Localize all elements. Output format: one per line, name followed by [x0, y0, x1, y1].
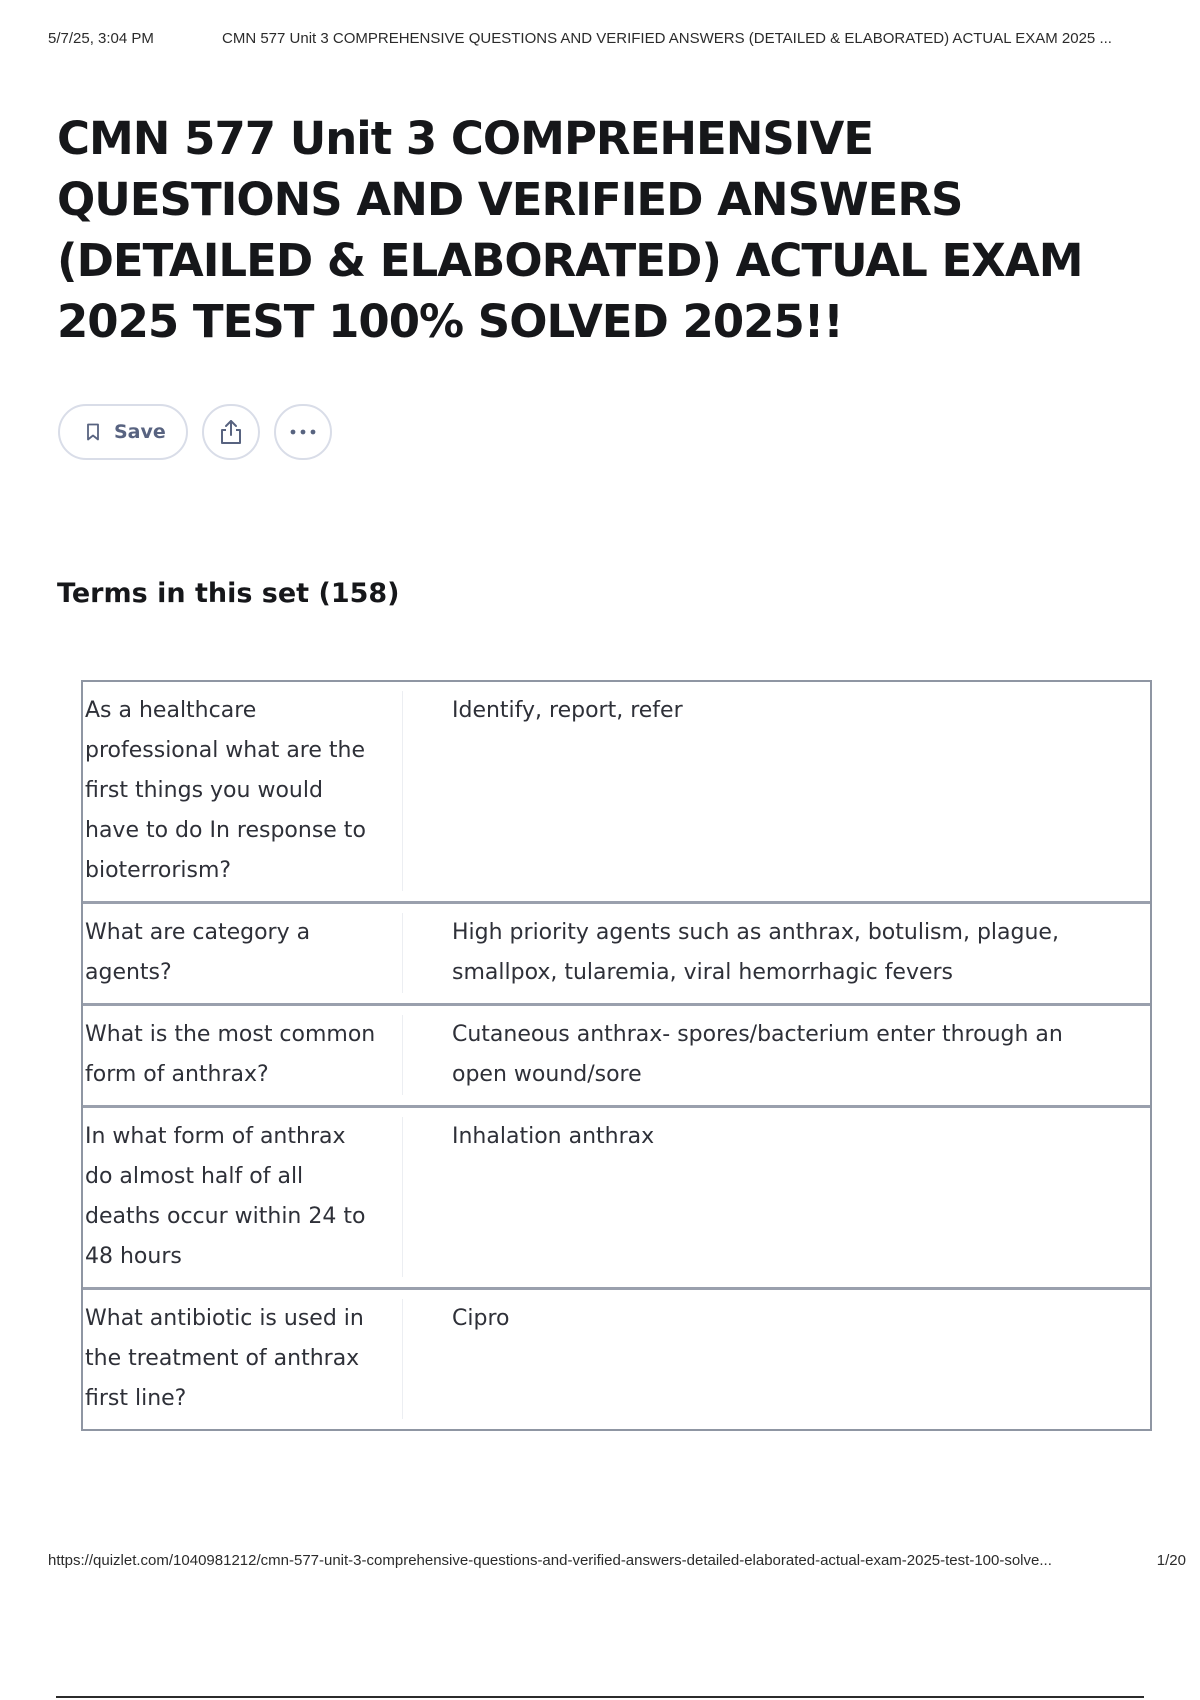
term-definition: Cipro	[452, 1306, 510, 1331]
more-options-button[interactable]	[274, 404, 332, 460]
print-footer	[48, 1552, 1186, 1569]
term-text: In what form of anthrax do almost half of all deaths occur within 24 to 48 hours	[83, 1117, 403, 1277]
share-icon	[218, 418, 244, 446]
term-row	[83, 682, 1150, 904]
term-row	[83, 904, 1150, 1006]
term-row	[83, 1290, 1150, 1429]
term-text: As a healthcare professional what are the first things you would have to do In response to bioterrorism?	[83, 691, 403, 891]
term-text: What antibiotic is used in the treatment of anthrax first line?	[83, 1299, 403, 1419]
terms-heading: Terms in this set (158)	[57, 578, 400, 609]
page-counter: 1/20	[1156, 1552, 1186, 1569]
page-divider	[56, 1696, 1144, 1698]
term-text: What is the most common form of anthrax?	[83, 1015, 403, 1095]
terms-list	[81, 680, 1152, 1431]
term-definition: Identify, report, refer	[452, 698, 683, 723]
term-row	[83, 1006, 1150, 1108]
print-header	[48, 30, 1172, 47]
share-button[interactable]	[202, 404, 260, 460]
print-date: 5/7/25, 3:04 PM	[48, 30, 154, 47]
print-url: https://quizlet.com/1040981212/cmn-577-unit-3-comprehensive-questions-and-verified-answers-detailed-elaborated-actual-exam-2025-test-100-solve...	[48, 1552, 1052, 1569]
more-icon	[289, 428, 317, 436]
term-row	[83, 1108, 1150, 1290]
term-definition: High priority agents such as anthrax, botulism, plague, smallpox, tularemia, viral hemorrhagic fevers	[452, 920, 1059, 985]
term-definition: Cutaneous anthrax- spores/bacterium enter through an open wound/sore	[452, 1022, 1063, 1087]
save-button-label: Save	[114, 421, 166, 443]
page-title: CMN 577 Unit 3 COMPREHENSIVE QUESTIONS AND VERIFIED ANSWERS (DETAILED & ELABORATED) ACTUAL EXAM 2025 TEST 100% SOLVED 2025!!	[57, 112, 1083, 348]
save-button[interactable]	[58, 404, 188, 460]
term-definition: Inhalation anthrax	[452, 1124, 655, 1149]
bookmark-icon	[86, 423, 100, 441]
print-page-title: CMN 577 Unit 3 COMPREHENSIVE QUESTIONS AND VERIFIED ANSWERS (DETAILED & ELABORATED) ACTUAL EXAM 2025 ...	[222, 30, 1112, 47]
term-text: What are category a agents?	[83, 913, 403, 993]
action-bar	[58, 404, 332, 460]
